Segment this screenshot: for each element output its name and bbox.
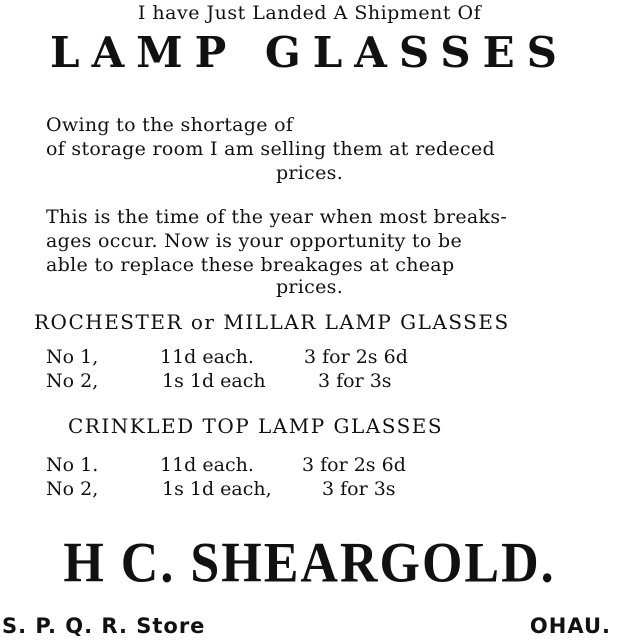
row-number: No 1.: [46, 454, 99, 476]
paragraph2-line-1: This is the time of the year when most breaks-: [46, 206, 508, 228]
row-multi-price: 3 for 3s: [318, 370, 392, 392]
headline: LAMP GLASSES: [50, 28, 569, 77]
paragraph1-line-2: of storage room I am selling them at redeced: [46, 138, 495, 160]
paragraph2-line-2: ages occur. Now is your opportunity to be: [46, 230, 463, 252]
row-number: No 2,: [46, 478, 99, 500]
row-number: No 1,: [46, 346, 99, 368]
footer-town: OHAU.: [529, 614, 611, 638]
row-single-price: 1s 1d each: [162, 370, 266, 392]
row-multi-price: 3 for 2s 6d: [304, 346, 408, 368]
paragraph2-line-4: prices.: [275, 276, 344, 298]
row-single-price: 11d each.: [160, 346, 254, 368]
section1-title: ROCHESTER or MILLAR LAMP GLASSES: [34, 310, 510, 334]
row-multi-price: 3 for 3s: [322, 478, 396, 500]
row-single-price: 11d each.: [160, 454, 254, 476]
intro-line: I have Just Landed A Shipment Of: [137, 2, 482, 24]
footer-store-name: S. P. Q. R. Store: [2, 614, 206, 638]
paragraph1-line-1: Owing to the shortage of: [46, 114, 294, 136]
merchant-signature: H C. SHEARGOLD.: [63, 532, 556, 595]
row-number: No 2,: [46, 370, 99, 392]
section2-title: CRINKLED TOP LAMP GLASSES: [68, 414, 444, 438]
row-single-price: 1s 1d each,: [162, 478, 272, 500]
paragraph1-line-3: prices.: [275, 162, 344, 184]
row-multi-price: 3 for 2s 6d: [302, 454, 406, 476]
paragraph2-line-3: able to replace these breakages at cheap: [46, 254, 455, 276]
